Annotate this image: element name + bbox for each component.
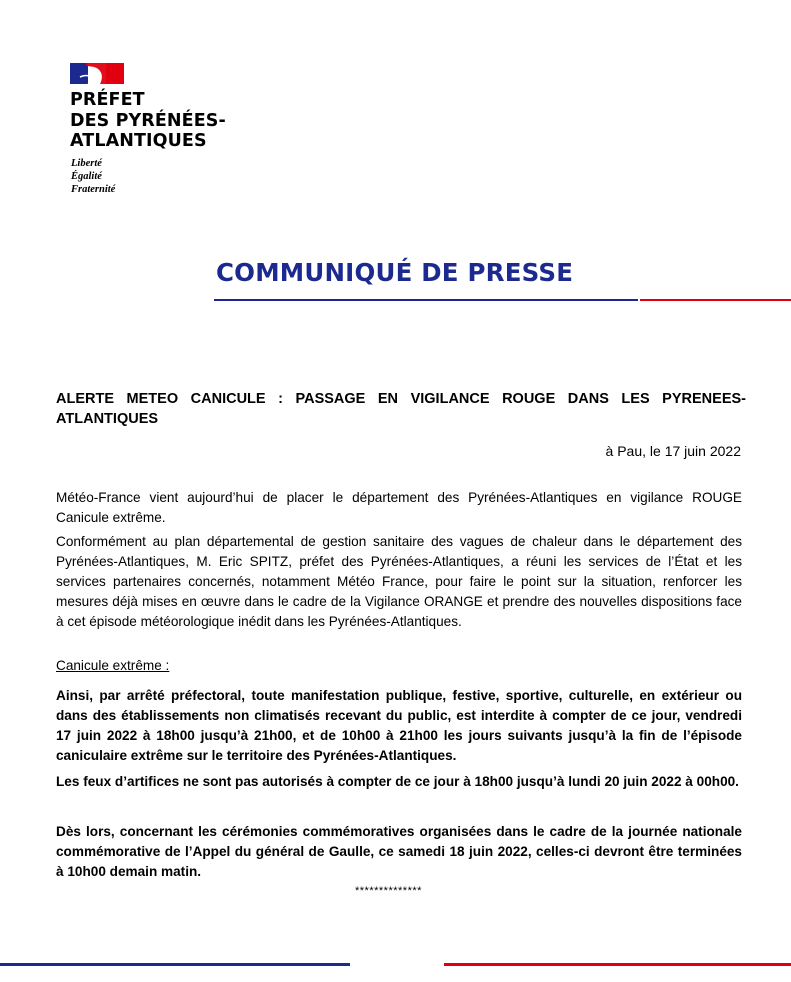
motto-line: Liberté [71,158,102,169]
footer-rule-red [444,963,791,966]
section-heading: Canicule extrême : [56,658,170,673]
date-line: à Pau, le 17 juin 2022 [605,443,741,459]
end-separator: ************** [355,885,422,897]
document-type-title: COMMUNIQUÉ DE PRESSE [216,258,574,287]
footer-rule-blue [0,963,350,966]
body-paragraph: Météo-France vient aujourd’hui de placer le département des Pyrénées-Atlantiques en vigilance ROUGE Canicule extrême. [56,490,742,525]
prefecture-name [70,90,226,152]
title-rule-red [640,299,791,301]
prefecture-name-line: ATLANTIQUES [70,131,207,151]
ceremonies-paragraph: Dès lors, concernant les cérémonies commémoratives organisées dans le cadre de la journée nationale commémorative de l’Appel du général de Gaulle, ce samedi 18 juin 2022, celles-ci devront être terminées à 10h00 demain matin. [56,824,742,879]
fireworks-paragraph: Les feux d’artifices ne sont pas autorisés à compter de ce jour à 18h00 jusqu’à lundi 20 juin 2022 à 00h00. [56,774,739,789]
motto-line: Fraternité [71,184,116,195]
prefecture-name-line: DES PYRÉNÉES- [70,110,226,131]
press-release-headline: ALERTE METEO CANICULE : PASSAGE EN VIGILANCE ROUGE DANS LES PYRENEES-ATLANTIQUES [56,391,746,427]
marianne-flag-logo [70,63,124,84]
title-rule-blue [214,299,638,301]
body-paragraph: Conformément au plan départemental de gestion sanitaire des vagues de chaleur dans le département des Pyrénées-Atlantiques, M. Eric SPITZ, préfet des Pyrénées-Atlantiques, a réuni les services de l’État et les services partenaires concernés, notamment Météo France, pour faire le point sur la situation, renforcer les mesures déjà mises en œuvre dans le cadre de la Vigilance ORANGE et prendre des nouvelles dispositions face à cet épisode météorologique inédit dans les Pyrénées-Atlantiques. [56,534,742,629]
republic-motto [71,157,115,196]
prefecture-name-line: PRÉFET [70,90,145,110]
motto-line: Égalité [71,171,102,182]
decree-paragraph: Ainsi, par arrêté préfectoral, toute manifestation publique, festive, sportive, culturelle, en extérieur ou dans des établissements non climatisés recevant du public, est interdite à compter de ce jour, vendredi 17 juin 2022 à 18h00 jusqu’à 21h00, et de 10h00 à 21h00 les jours suivants jusqu’à la fin de l’épisode caniculaire extrême sur le territoire des Pyrénées-Atlantiques. [56,688,742,763]
